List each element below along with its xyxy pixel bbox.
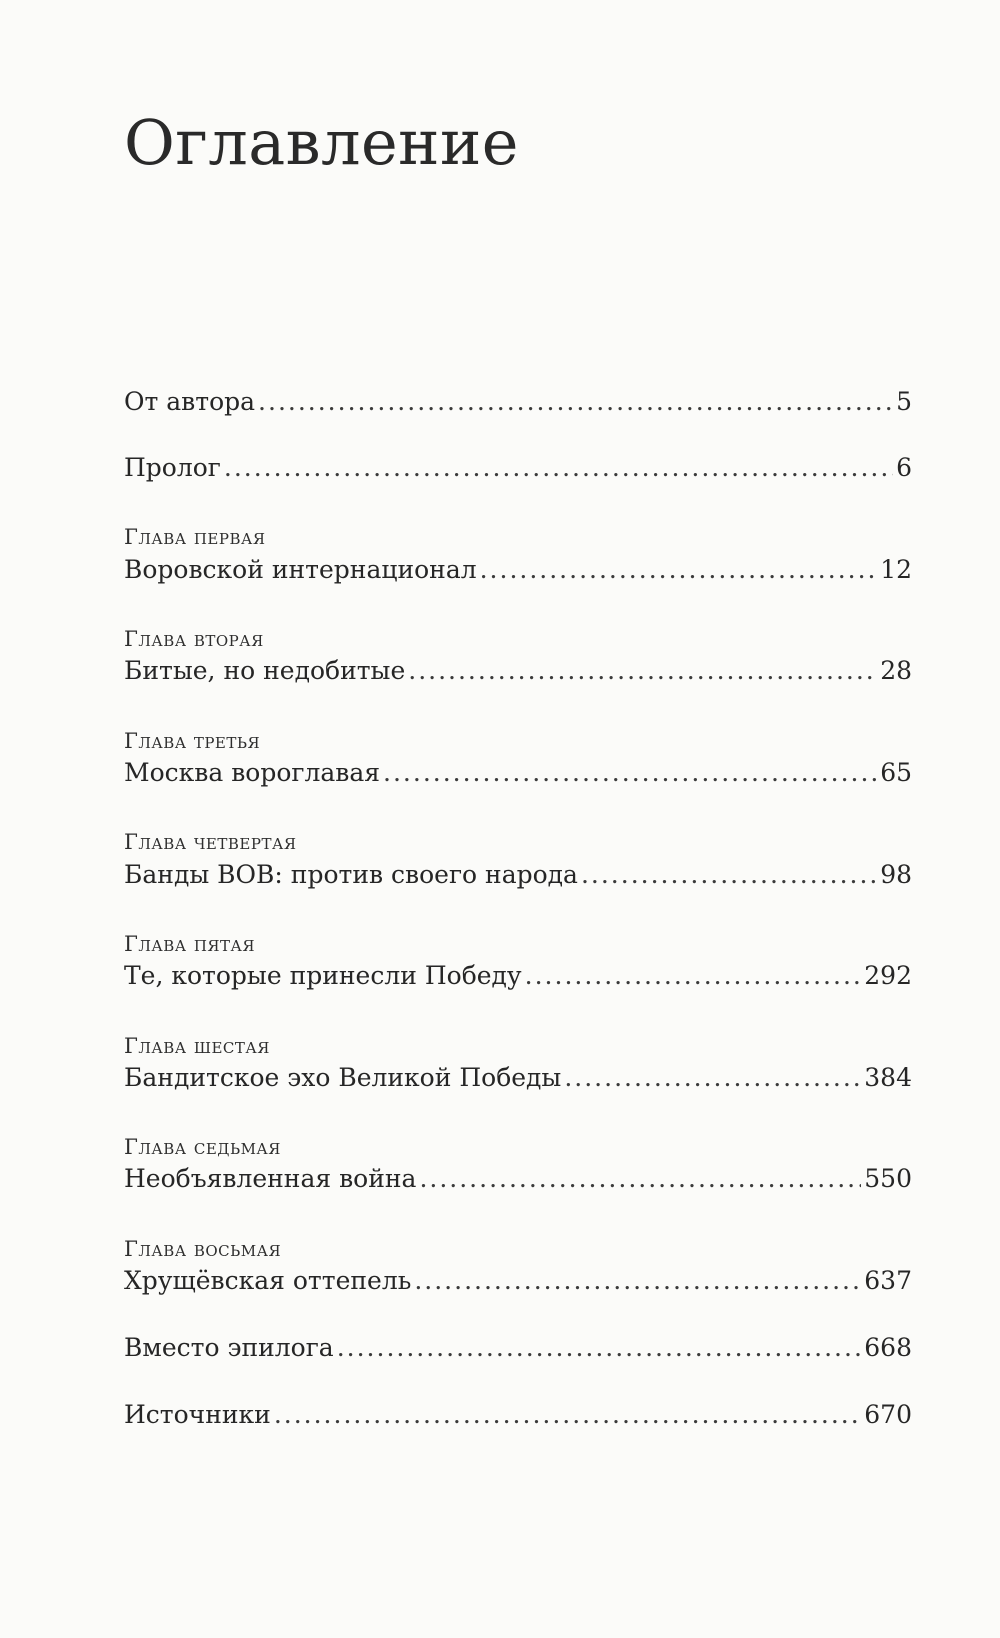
toc-entry-name: Пролог bbox=[124, 453, 221, 482]
toc-entry-page: 550 bbox=[864, 1164, 912, 1193]
chapter-label: Глава пятая bbox=[124, 932, 256, 956]
chapter-label: Глава вторая bbox=[124, 627, 264, 651]
dot-leader bbox=[564, 1062, 861, 1094]
toc-entry-page: 5 bbox=[896, 387, 912, 416]
chapter-label: Глава шестая bbox=[124, 1034, 270, 1058]
toc-entry-prologue[interactable] bbox=[124, 452, 912, 484]
toc-entry-page: 28 bbox=[880, 656, 912, 685]
dot-leader bbox=[581, 859, 877, 891]
toc-entry-page: 12 bbox=[880, 555, 912, 584]
dot-leader bbox=[408, 655, 877, 687]
toc-entry-chapter-8[interactable] bbox=[124, 1265, 912, 1297]
toc-entry-author-note[interactable] bbox=[124, 386, 912, 418]
toc-entry-page: 6 bbox=[896, 453, 912, 482]
chapter-label: Глава первая bbox=[124, 525, 266, 549]
dot-leader bbox=[224, 452, 893, 484]
toc-entry-page: 98 bbox=[880, 860, 912, 889]
toc-entry-page: 668 bbox=[864, 1333, 912, 1362]
dot-leader bbox=[525, 960, 862, 992]
toc-entry-name: Хрущёвская оттепель bbox=[124, 1266, 412, 1295]
toc-entry-chapter-2[interactable] bbox=[124, 655, 912, 687]
toc-entry-name: Необъявленная война bbox=[124, 1164, 417, 1193]
toc-entry-page: 637 bbox=[864, 1266, 912, 1295]
dot-leader bbox=[480, 554, 878, 586]
toc-entry-sources[interactable] bbox=[124, 1399, 912, 1431]
toc-entry-page: 670 bbox=[864, 1400, 912, 1429]
toc-entry-chapter-5[interactable] bbox=[124, 960, 912, 992]
toc-entry-name: От автора bbox=[124, 387, 256, 416]
toc-entry-chapter-3[interactable] bbox=[124, 757, 912, 789]
toc-entry-name: Битые, но недобитые bbox=[124, 656, 406, 685]
toc-entry-page: 292 bbox=[864, 961, 912, 990]
toc-entry-page: 65 bbox=[880, 758, 912, 787]
toc-entry-chapter-6[interactable] bbox=[124, 1062, 912, 1094]
dot-leader bbox=[337, 1332, 862, 1364]
toc-entry-chapter-1[interactable] bbox=[124, 554, 912, 586]
page-title: Оглавление bbox=[124, 106, 519, 179]
chapter-label: Глава седьмая bbox=[124, 1135, 281, 1159]
toc-entry-name: Источники bbox=[124, 1400, 271, 1429]
dot-leader bbox=[274, 1399, 861, 1431]
chapter-label: Глава третья bbox=[124, 729, 261, 753]
toc-entry-epilogue[interactable] bbox=[124, 1332, 912, 1364]
toc-entry-name: Бандитское эхо Великой Победы bbox=[124, 1063, 562, 1092]
toc-entry-name: Банды ВОВ: против своего народа bbox=[124, 860, 578, 889]
toc-entry-page: 384 bbox=[864, 1063, 912, 1092]
dot-leader bbox=[419, 1163, 861, 1195]
chapter-label: Глава восьмая bbox=[124, 1237, 282, 1261]
dot-leader bbox=[383, 757, 877, 789]
toc-entry-name: Те, которые принесли Победу bbox=[124, 961, 522, 990]
toc-entry-chapter-7[interactable] bbox=[124, 1163, 912, 1195]
dot-leader bbox=[414, 1265, 861, 1297]
toc-entry-name: Вместо эпилога bbox=[124, 1333, 334, 1362]
chapter-label: Глава четвертая bbox=[124, 830, 297, 854]
toc-entry-chapter-4[interactable] bbox=[124, 859, 912, 891]
toc-entry-name: Москва вороглавая bbox=[124, 758, 381, 787]
toc-entry-name: Воровской интернационал bbox=[124, 555, 477, 584]
dot-leader bbox=[258, 386, 893, 418]
